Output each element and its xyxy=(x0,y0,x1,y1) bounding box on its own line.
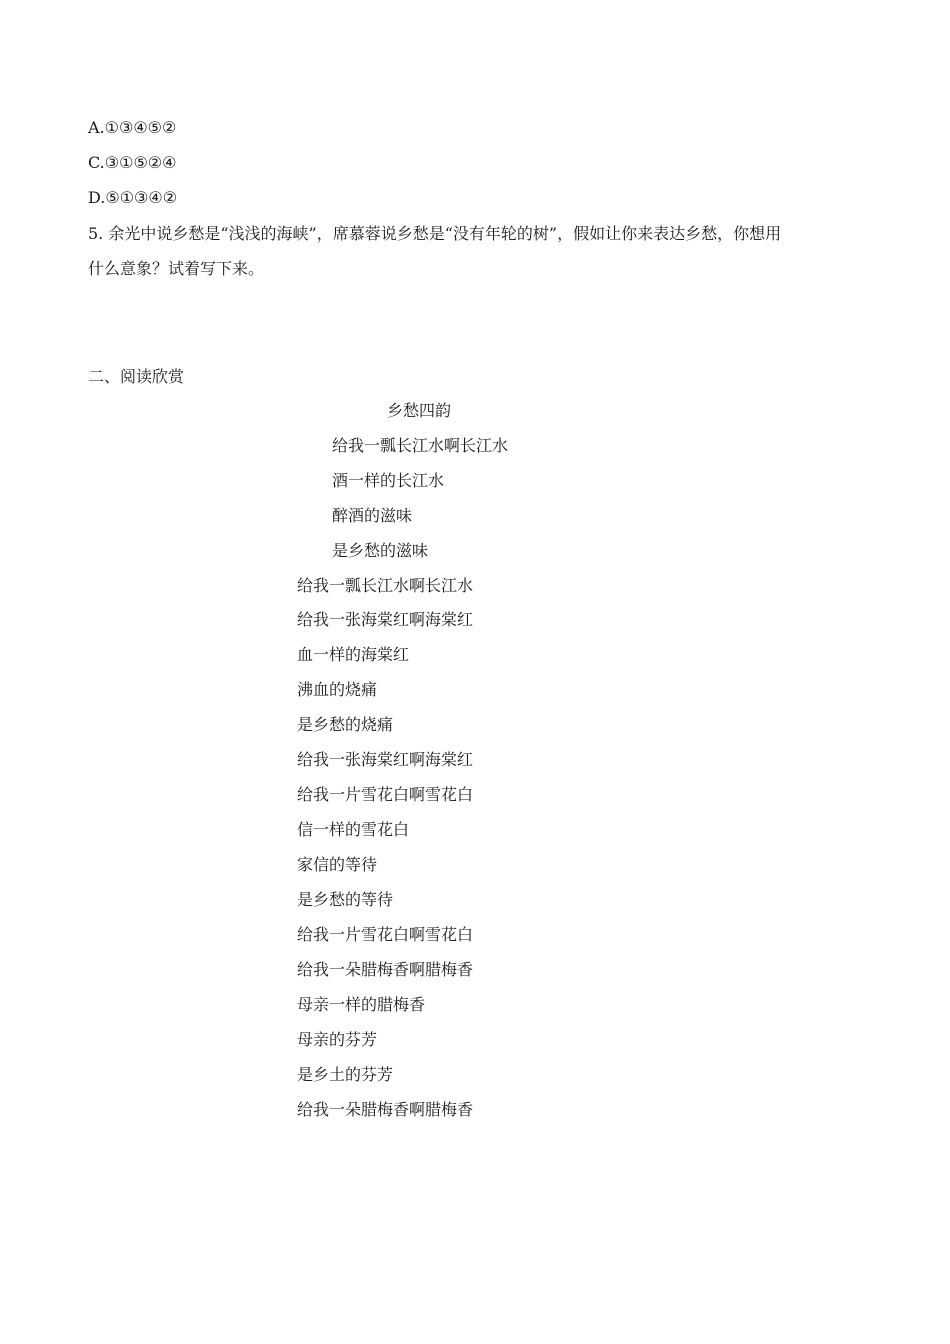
poem-line: 母亲一样的腊梅香 xyxy=(297,995,426,1014)
poem-line: 给我一朵腊梅香啊腊梅香 xyxy=(297,1100,474,1119)
poem-line: 酒一样的长江水 xyxy=(332,471,445,490)
option-c: C.③①⑤②④ xyxy=(88,153,177,172)
question-5-line-2: 什么意象？试着写下来。 xyxy=(88,259,265,278)
poem-line: 是乡愁的滋味 xyxy=(332,541,429,560)
question-5 xyxy=(88,216,868,286)
option-a: A.①③④⑤② xyxy=(88,118,177,137)
option-d: D.⑤①③④② xyxy=(88,188,178,207)
poem-line: 信一样的雪花白 xyxy=(297,820,410,839)
poem-line: 血一样的海棠红 xyxy=(297,645,410,664)
poem-line: 给我一片雪花白啊雪花白 xyxy=(297,785,474,804)
poem-title: 乡愁四韵 xyxy=(387,401,452,420)
poem-line: 给我一张海棠红啊海棠红 xyxy=(297,610,474,629)
poem-line: 沸血的烧痛 xyxy=(297,680,378,699)
poem-line: 是乡愁的等待 xyxy=(297,890,394,909)
poem-line: 给我一瓢长江水啊长江水 xyxy=(297,576,474,595)
poem-line: 是乡土的芬芳 xyxy=(297,1065,394,1084)
poem-line: 给我一朵腊梅香啊腊梅香 xyxy=(297,960,474,979)
question-5-line-1: 5. 余光中说乡愁是“浅浅的海峡”，席慕蓉说乡愁是“没有年轮的树”，假如让你来表达乡愁，你想用 xyxy=(88,224,782,243)
poem-line: 是乡愁的烧痛 xyxy=(297,715,394,734)
poem-line: 给我一张海棠红啊海棠红 xyxy=(297,750,474,769)
poem-line: 给我一片雪花白啊雪花白 xyxy=(297,925,474,944)
section-title: 二、阅读欣赏 xyxy=(88,367,185,386)
poem-line: 醉酒的滋味 xyxy=(332,506,413,525)
poem-line: 给我一瓢长江水啊长江水 xyxy=(332,436,509,455)
poem-line: 母亲的芬芳 xyxy=(297,1030,378,1049)
poem-line: 家信的等待 xyxy=(297,855,378,874)
